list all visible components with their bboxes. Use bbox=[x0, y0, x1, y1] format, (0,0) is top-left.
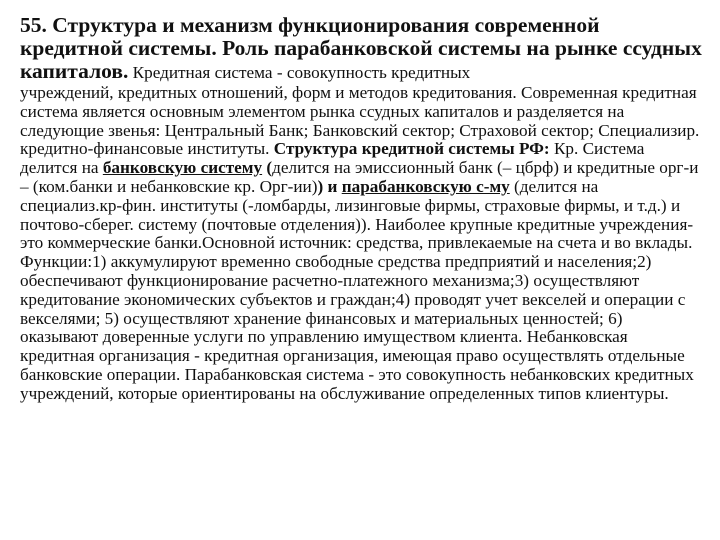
slide-heading bbox=[20, 14, 702, 84]
heading-title: 55. Структура и механизм функционирования современной кредитной системы. Роль парабанковской системы на рынке ссудных капиталов. bbox=[20, 13, 702, 83]
slide-page bbox=[20, 14, 702, 404]
banking-system-term: банковскую систему bbox=[102, 158, 263, 178]
heading-intro: Кредитная система - совокупность кредитных bbox=[128, 63, 471, 82]
body-text-6: (делится на специализ.кр-фин. институты (-ломбарды, лизинговые фирмы, страховые фирмы, и т.д.) и почтово-сберег. систему (почтовые отделения)). Наиболее крупные кредитные учреждения- это коммерческие банки.Основной источник: средства, привлекаемые на счета и во вклады. Функции:1) аккумулируют временно свободные средства предприятий и населения;2) обеспечивают функционирование расчетно-платежного механизма;3) осуществляют кредитование экономических субъектов и граждан;4) проводят учет векселей и операции с векселями; 5) осуществляют хранение финансовых и материальных ценностей; 6) оказывают доверенные услуги по управлению имуществом клиента. Небанковская кредитная организация - кредитная организация, имеющая право осуществлять отдельные банковские операции. Парабанковская система - это совокупность небанковских кредитных учреждений, которые ориентированы на обслуживание определенных типов клиентуры. bbox=[20, 176, 694, 403]
body-text-3: ( bbox=[262, 158, 273, 178]
structure-heading: Структура кредитной системы РФ: bbox=[273, 139, 550, 159]
body-text bbox=[20, 84, 702, 404]
parabanking-system-term: парабанковскую с-му bbox=[341, 176, 510, 196]
body-text-1: учреждений, кредитных отношений, форм и методов кредитования. Современная кредитная система является основным элементом рынка ссудных капиталов и разделяется на следующие звенья: Центральный Банк; Банковский сектор; Страховой сектор; Специализир. кредитно-финансовые институты. bbox=[20, 83, 700, 159]
body-text-5: ) и bbox=[317, 176, 342, 196]
body-text-4: делится на эмиссионный банк (– цбрф) и кредитные орг-и – (ком.банки и небанковские кр. Орг-ии) bbox=[20, 158, 699, 196]
body-text-2: Кр. Система делится на bbox=[20, 139, 645, 178]
